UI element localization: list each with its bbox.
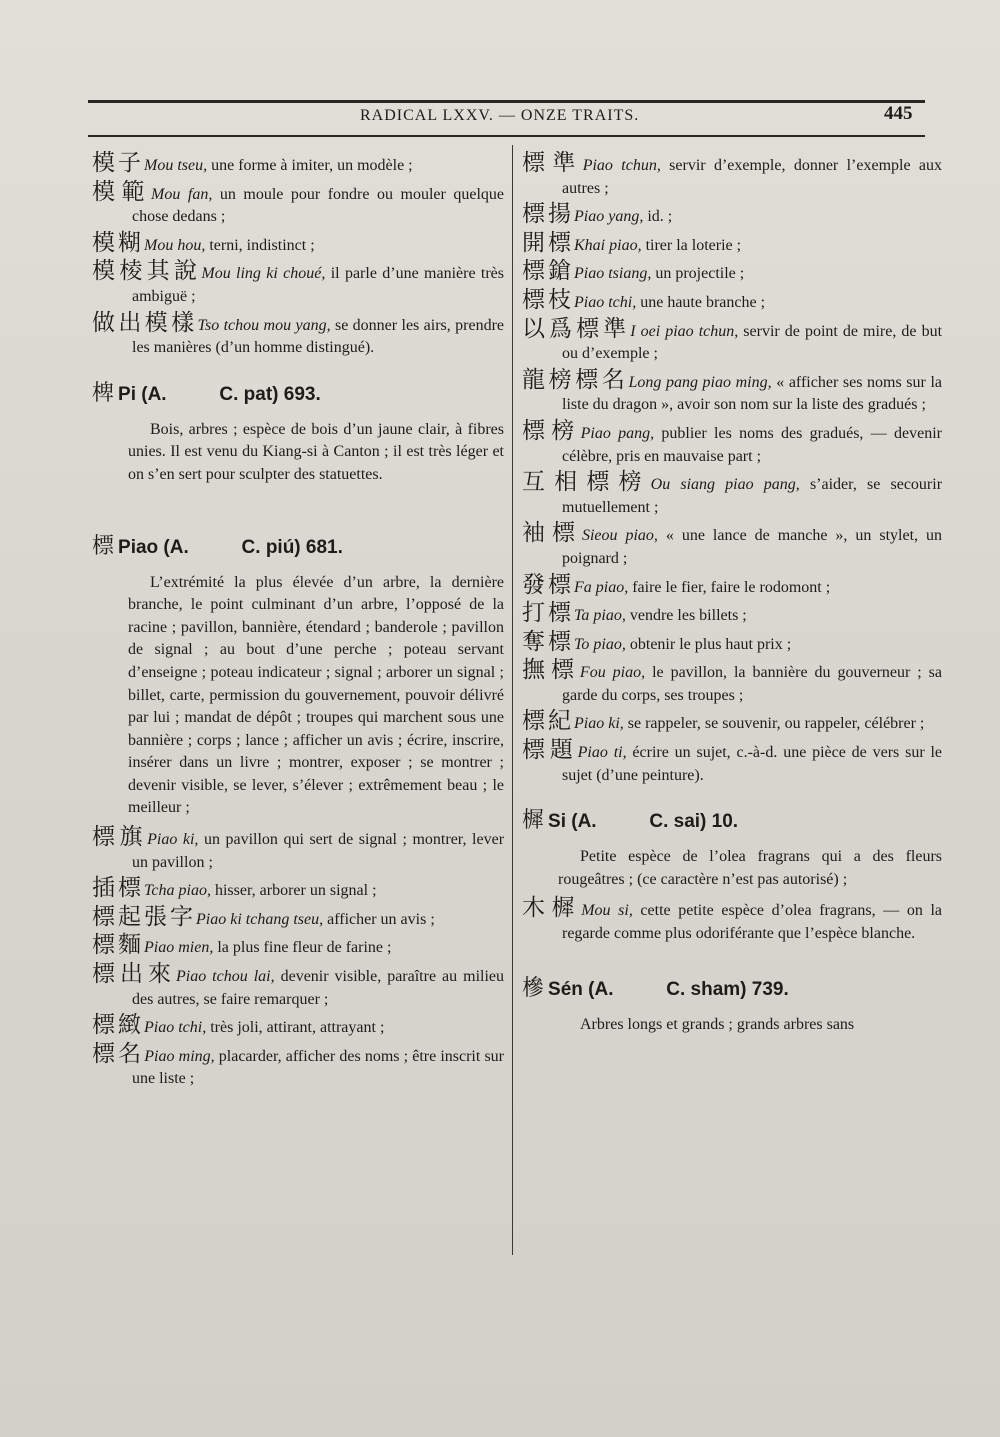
gloss: servir de point de mire, de but ou d’exemple ; xyxy=(562,322,943,363)
compound-entry xyxy=(92,903,504,932)
compound-characters: 標麵 xyxy=(92,932,144,959)
headword-character: 槮 xyxy=(522,975,545,1001)
romanization: Tso tchou mou yang, xyxy=(197,316,331,334)
romanization: I oei piao tchun, xyxy=(630,322,739,340)
compound-entry xyxy=(92,152,504,178)
headword-text: Pi (A. C. pat) 693. xyxy=(118,383,321,405)
headword-piao xyxy=(92,529,504,560)
compound-entry xyxy=(522,366,943,417)
gloss: « afficher ses noms sur la liste du dragon », avoir son nom sur la liste des gradués ; xyxy=(562,373,943,414)
entries-right xyxy=(522,152,942,787)
compound-entry xyxy=(522,710,942,736)
compound-entry xyxy=(522,152,942,200)
gloss: un moule pour fondre ou mouler quelque chose dedans ; xyxy=(132,185,505,226)
definition-si: Petite espèce de l’olea fragrans qui a des fleurs rougeâtres ; (ce caractère n’est pas autorisé) ; xyxy=(558,848,942,888)
gloss: un projectile ; xyxy=(651,265,745,283)
gloss: faire le fier, faire le rodomont ; xyxy=(628,578,831,596)
headword-sen xyxy=(522,971,942,1002)
entries-bottom xyxy=(92,826,504,1091)
compound-characters: 開標 xyxy=(522,229,574,256)
romanization: Mou fan, xyxy=(151,185,213,203)
compound-characters: 模子 xyxy=(92,150,144,176)
compound-entry xyxy=(92,963,504,1011)
romanization: Fa piao, xyxy=(574,578,629,596)
gloss: afficher un avis ; xyxy=(323,910,435,928)
compound-characters: 撫標 xyxy=(522,657,580,684)
compound-characters: 標準 xyxy=(522,150,583,176)
compound-entry xyxy=(522,471,942,519)
romanization: Piao ki tchang tseu, xyxy=(196,910,324,928)
romanization: Tcha piao, xyxy=(144,882,211,900)
gloss: s’aider, se secourir mutuellement ; xyxy=(562,476,943,516)
running-head: RADICAL LXXV. — ONZE TRAITS. xyxy=(360,107,640,124)
compound-characters: 標枝 xyxy=(522,286,574,313)
headword-character: 樨 xyxy=(522,808,545,834)
compound-characters: 標出來 xyxy=(92,961,176,988)
compound-characters: 模棱其說 xyxy=(92,258,202,285)
compound-characters: 做出模樣 xyxy=(92,309,198,336)
gloss: la plus fine fleur de farine ; xyxy=(213,939,392,957)
romanization: To piao, xyxy=(574,635,626,653)
compound-entry xyxy=(92,260,504,308)
compound-characters: 標起張字 xyxy=(92,903,196,930)
headword-text: Sén (A. C. sham) 739. xyxy=(548,978,789,1000)
compound-entry xyxy=(522,286,942,315)
compound-characters: 發標 xyxy=(522,571,574,598)
compound-characters: 木樨 xyxy=(522,895,582,922)
compound-characters: 龍榜標名 xyxy=(522,366,629,393)
compound-entry xyxy=(522,203,942,229)
compound-entry xyxy=(522,659,942,707)
compound-characters: 奪標 xyxy=(522,628,574,655)
romanization: Ou siang piao pang, xyxy=(650,476,800,494)
romanization: Mou tseu, xyxy=(144,157,208,174)
gloss: publier les noms des gradués, — devenir célèbre, pris en mauvaise part ; xyxy=(562,424,943,465)
compound-characters: 模範 xyxy=(92,178,152,205)
compound-entry xyxy=(92,826,504,874)
gloss: se rappeler, se souvenir, ou rappeler, célébrer ; xyxy=(623,715,925,733)
headword-text: Piao (A. C. piú) 681. xyxy=(118,536,343,558)
headword-character: 椑 xyxy=(92,380,115,406)
compound-characters: 標鎗 xyxy=(522,258,574,285)
gloss: servir d’exemple, donner l’exemple aux autres ; xyxy=(562,157,943,197)
gloss: tirer la loterie ; xyxy=(641,236,742,254)
romanization: Piao ki, xyxy=(574,715,624,733)
romanization: Piao tchun, xyxy=(582,157,661,174)
compound-entry xyxy=(522,628,942,657)
compound-entry xyxy=(92,1040,505,1091)
romanization: Piao tchi, xyxy=(144,1019,207,1037)
compound-characters: 標題 xyxy=(522,737,578,764)
compound-characters: 標揚 xyxy=(522,201,574,228)
gloss: une haute branche ; xyxy=(636,293,766,311)
headword-character: 標 xyxy=(92,533,115,559)
compound-characters: 標紀 xyxy=(522,708,574,735)
left-column xyxy=(92,152,504,1094)
compound-characters: 插標 xyxy=(92,875,144,902)
romanization: Piao ming, xyxy=(144,1047,215,1065)
compound-entry xyxy=(522,571,942,600)
compound-entry xyxy=(522,229,942,258)
romanization: Fou piao, xyxy=(579,664,646,682)
compound-characters: 標榜 xyxy=(522,417,581,444)
gloss: un pavillon qui sert de signal ; montrer, lever un pavillon ; xyxy=(132,831,505,871)
entries-top xyxy=(92,152,504,360)
compound-entry xyxy=(92,1014,504,1040)
gloss: le pavillon, la bannière du gouverneur ; sa garde du corps, ses troupes ; xyxy=(562,664,943,704)
compound-entry xyxy=(92,309,505,360)
gloss: il parle d’une manière très ambiguë ; xyxy=(132,265,505,305)
romanization: Piao ki, xyxy=(147,831,199,849)
compound-characters: 以爲標準 xyxy=(522,315,631,342)
romanization: Piao mien, xyxy=(144,939,214,957)
romanization: Piao tsiang, xyxy=(574,265,652,283)
compound-characters: 標名 xyxy=(92,1040,145,1067)
compound-characters: 袖標 xyxy=(522,520,582,547)
romanization: Mou hou, xyxy=(144,236,206,254)
gloss: obtenir le plus haut prix ; xyxy=(625,635,792,653)
compound-entry xyxy=(522,417,943,468)
compound-characters: 標緻 xyxy=(92,1012,144,1039)
gloss: hisser, arborer un signal ; xyxy=(210,882,377,900)
compound-entry xyxy=(92,178,505,229)
right-column xyxy=(522,152,942,1042)
top-rule xyxy=(88,100,925,103)
definition-sen: Arbres longs et grands ; grands arbres sans xyxy=(580,1015,855,1033)
romanization: Mou si, xyxy=(581,902,633,920)
gloss: « une lance de manche », un stylet, un poignard ; xyxy=(562,527,942,567)
compound-characters: 打標 xyxy=(522,600,574,627)
headword-text: Si (A. C. sai) 10. xyxy=(548,811,739,833)
compound-characters: 互相標榜 xyxy=(522,469,651,496)
romanization: Mou ling ki choué, xyxy=(201,265,326,283)
romanization: Khai piao, xyxy=(574,236,642,254)
romanization: Piao tchi, xyxy=(574,293,637,311)
romanization: Piao yang, xyxy=(574,208,644,226)
gloss: placarder, afficher des noms ; être inscrit sur une liste ; xyxy=(132,1047,505,1088)
compound-entry xyxy=(522,602,942,628)
gloss: vendre les billets ; xyxy=(625,607,747,625)
gloss: cette petite espèce d’olea fragrans, — on la regarde comme plus odoriférante que l’espèce blanche. xyxy=(562,902,942,943)
romanization: Ta piao, xyxy=(574,607,626,625)
compound-entry xyxy=(92,229,504,258)
romanization: Sieou piao, xyxy=(581,527,658,545)
header-rule xyxy=(88,135,925,137)
romanization: Piao tchou lai, xyxy=(175,968,275,986)
compound-entry xyxy=(92,877,504,903)
headword-si xyxy=(522,803,942,834)
gloss: très joli, attirant, attrayant ; xyxy=(206,1019,385,1037)
gloss: écrire un sujet, c.-à-d. une pièce de vers sur le sujet (d’une peinture). xyxy=(562,744,943,784)
compound-characters: 模糊 xyxy=(92,229,144,256)
column-divider xyxy=(512,145,513,1255)
compound-entry xyxy=(522,260,942,286)
gloss: devenir visible, paraître au milieu des autres, se faire remarquer ; xyxy=(132,968,505,1008)
gloss: terni, indistinct ; xyxy=(205,236,315,254)
gloss: id. ; xyxy=(643,208,673,226)
gloss: se donner les airs, prendre les manières (d’un homme distingué). xyxy=(132,316,505,357)
romanization: Long pang piao ming, xyxy=(628,373,772,391)
compound-entry xyxy=(522,315,943,366)
romanization: Piao ti, xyxy=(577,744,627,762)
compound-entry xyxy=(522,522,942,570)
romanization: Piao pang, xyxy=(580,424,655,442)
headword-pi xyxy=(92,376,504,407)
page-number: 445 xyxy=(884,103,913,124)
definition-pi: Bois, arbres ; espèce de bois d’un jaune clair, à fibres unies. Il est venu du Kiang-si à Canton ; il est très léger et on s’en sert pour sculpter des statuettes. xyxy=(128,420,504,483)
compound-entry xyxy=(92,934,504,960)
compound-characters: 標旗 xyxy=(92,824,148,851)
definition-piao: L’extrémité la plus élevée d’un arbre, la dernière branche, le point culminant d’un arbre, l’opposé de la racine ; pavillon, bannière, étendard ; banderole ; pavillon de signal ; au bout d’une perche ; poteau servant d’enseigne ; poteau indicateur ; signal ; arborer un signal ; billet, carte, permission du gouvernement, pouvoir délivré par lui ; mandat de dépôt ; troupes qui marchent sous une bannière ; corps ; lance ; afficher un avis ; écrire, inscrire, insérer dans un livre ; montrer, exposer ; se montrer ; devenir visible, se lever, s’élever ; extrêmement beau ; le meilleur ; xyxy=(128,573,504,817)
compound-entry xyxy=(522,897,942,945)
compound-entry xyxy=(522,739,942,787)
gloss: une forme à imiter, un modèle ; xyxy=(207,157,413,174)
